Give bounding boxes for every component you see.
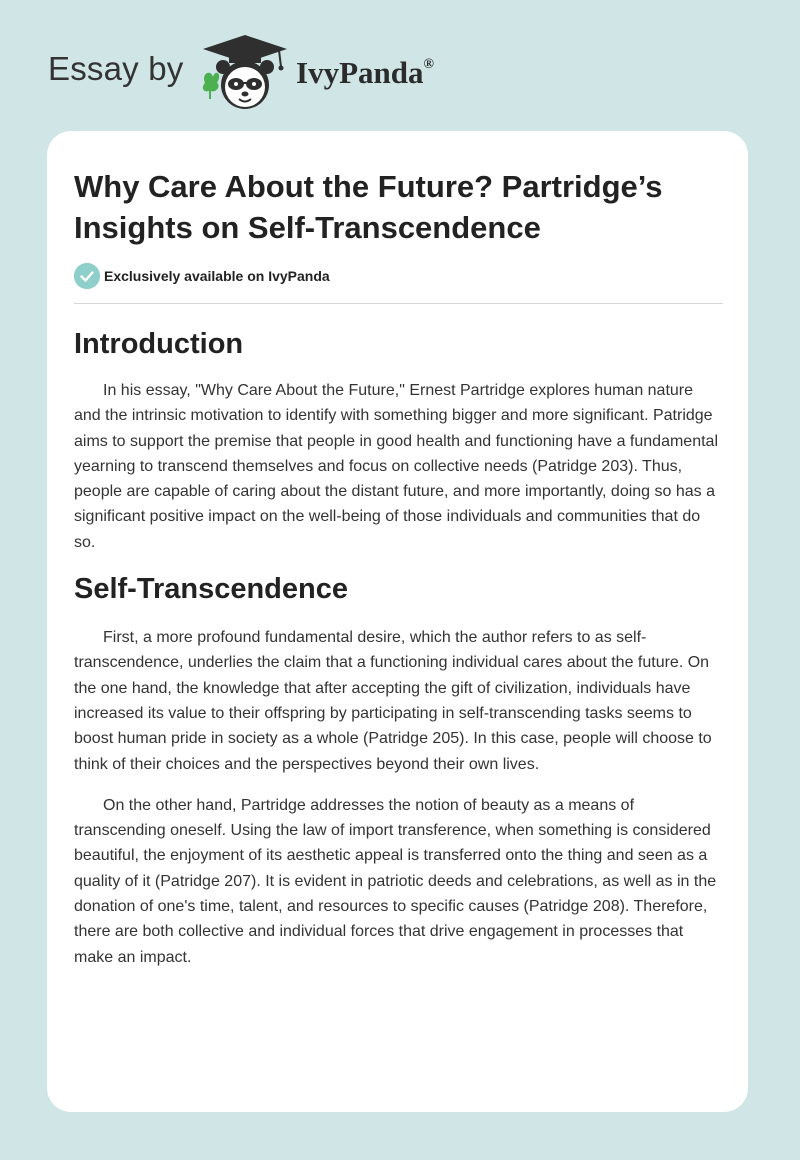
exclusive-badge (74, 263, 330, 289)
essay-title: Why Care About the Future? Partridge’s Insights on Self-Transcendence (74, 169, 663, 245)
brand-name[interactable] (296, 55, 434, 91)
panda-graduate-icon[interactable] (199, 33, 291, 111)
paragraph: First, a more profound fundamental desire, which the author refers to as self-transcendence, underlies the claim that a functioning individual cares about the future. On the one hand, the knowledge that after accepting the gift of civilization, individuals have increased its value to their offspring by participating in self-transcending tasks seems to boost human pride in society as a whole (Patridge 205). In this case, people will choose to think of their choices and the perspectives beyond their own lives. (74, 629, 712, 773)
essay-body (74, 324, 724, 970)
section-heading-introduction: Introduction (74, 328, 244, 360)
check-circle-icon (74, 263, 100, 289)
site-header (0, 0, 800, 130)
title-divider (74, 303, 723, 304)
brand-name-text: IvyPanda (296, 55, 424, 90)
essay-by-label: Essay by (48, 50, 184, 87)
registered-mark: ® (423, 56, 434, 72)
section-heading-self-transcendence: Self-Transcendence (74, 573, 348, 606)
paragraph: On the other hand, Partridge addresses the notion of beauty as a means of transcending oneself. Using the law of import transference, when something is considered beautiful, the enjoyment of its aesthetic appeal is transferred onto the thing and seen as a quality of it (Patridge 207). It is evident in patriotic deeds and celebrations, as well as in the donation of one's time, talent, and resources to specific causes (Patridge 208). Therefore, there are both collective and individual forces that drive engagement in processes that make an impact. (74, 796, 717, 966)
paragraph: In his essay, "Why Care About the Future," Ernest Partridge explores human nature and the intrinsic motivation to identify with something bigger and more significant. Patridge aims to support the premise that people in good health and functioning have a fundamental yearning to transcend themselves and focus on collective needs (Patridge 203). Thus, people are capable of caring about the distant future, and more importantly, doing so has a significant positive impact on the well-being of those individuals and communities that do so. (74, 382, 718, 551)
exclusive-label: Exclusively available on IvyPanda (104, 268, 330, 284)
essay-card (47, 131, 748, 1112)
